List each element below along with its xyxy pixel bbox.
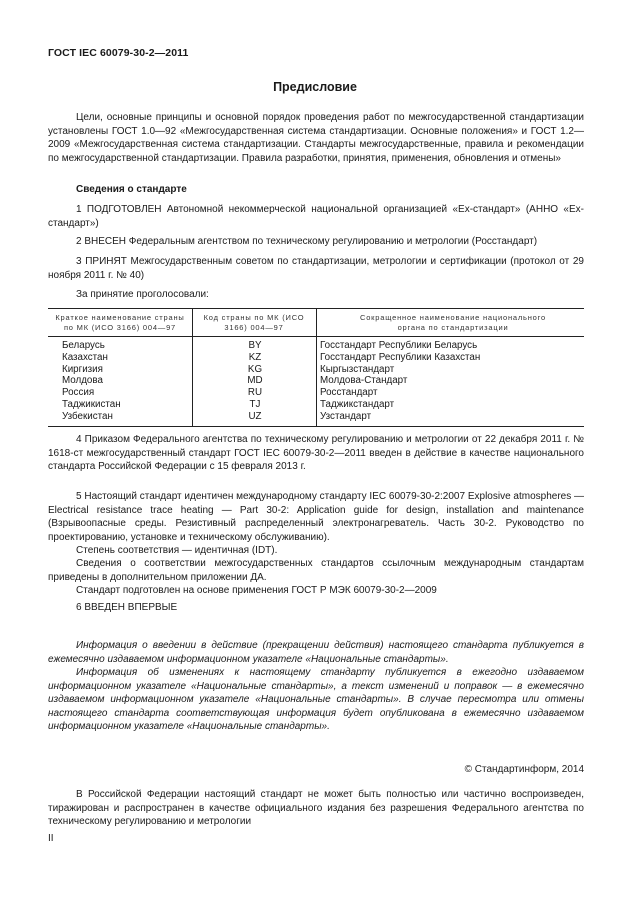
notice-introduction: Информация о введении в действие (прекращении действия) настоящего стандарта публикуется в ежемесячно издаваемом информационном указателе «Национальные стандарты».: [48, 640, 584, 665]
table-cell-country: Казахстан: [62, 351, 108, 363]
voted-label: За принятие проголосовали:: [76, 289, 209, 300]
table-cell-country: Беларусь: [62, 340, 105, 351]
info-heading: Сведения о стандарте: [76, 184, 187, 195]
item-3-adopted: 3 ПРИНЯТ Межгосударственным советом по стандартизации, метрологии и сертификации (протокол от 29 ноября 2011 г. № 40): [48, 256, 584, 281]
table-cell-country: Россия: [62, 387, 95, 399]
table-cell-code: MD: [247, 375, 263, 387]
copyright: © Стандартинформ, 2014: [464, 764, 584, 775]
table-cell-body: Госстандарт Республики Беларусь: [320, 340, 478, 351]
table-column-divider: [316, 309, 317, 426]
intro-paragraph: Цели, основные принципы и основной порядок проведения работ по межгосударственной стандартизации установлены ГОСТ 1.0—92 «Межгосударственная система стандартизации. Основные положения» и ГОСТ 1.2—2009 «Межгосударственная система стандартизации. Стандарты межгосударственные, правила и рекомендации по межгосударственной стандартизации. Правила разработки, принятия, применения, обновления и отмены»: [48, 112, 584, 164]
table-header-code: Код страны по МК (ИСО 3166) 004—97: [203, 313, 305, 332]
notice-changes: Информация об изменениях к настоящему стандарту публикуется в ежегодно издаваемом информационном указателе «Национальные стандарты», а текст изменений и поправок — в ежемесячно издаваемом информационном указателе «Национальные стандарты». В случае пересмотра или отмены настоящего стандарта соответствующая информация будет опубликована в ежемесячно издаваемом информационном указателе «Национальные стандарты».: [48, 667, 584, 732]
table-header-body: Сокращенное наименование национального органа по стандартизации: [360, 313, 546, 332]
item-6-introduced: 6 ВВЕДЕН ВПЕРВЫЕ: [76, 602, 178, 613]
table-cell-body: Молдова-Стандарт: [320, 375, 408, 387]
table-cell-code: KG: [247, 363, 263, 375]
table-cell-country: Таджикистан: [62, 398, 121, 410]
document-id-header: ГОСТ IEC 60079-30-2—2011: [48, 47, 189, 59]
basis-info: Стандарт подготовлен на основе применения ГОСТ Р МЭК 60079-30-2—2009: [76, 585, 437, 596]
legal-notice: В Российской Федерации настоящий стандарт не может быть полностью или частично воспроизведен, тиражирован и распространен в качестве официального издания без разрешения Федерального агентства по техническому регулированию и метрологии: [48, 789, 584, 827]
table-column-divider: [192, 309, 193, 426]
body-column: [320, 340, 580, 423]
table-cell-code: TJ: [249, 398, 261, 410]
table-cell-body: Узстандарт: [320, 410, 372, 422]
table-cell-country: Киргизия: [62, 363, 103, 375]
table-cell-body: Кыргызстандарт: [320, 363, 395, 375]
table-cell-country: Узбекистан: [62, 410, 113, 422]
item-4-order: 4 Приказом Федерального агентства по техническому регулированию и метрологии от 22 декабря 2011 г. № 1618-ст межгосударственный стандарт ГОСТ IEC 60079-30-2—2011 введен в действие в качестве национального стандарта Российской Федерации с 15 февраля 2013 г.: [48, 434, 584, 472]
voting-table: [48, 308, 584, 427]
table-cell-body: Росстандарт: [320, 387, 378, 399]
table-cell-code: BY: [248, 340, 262, 351]
table-cell-body: Таджикстандарт: [320, 398, 395, 410]
degree-of-conformity: Степень соответствия — идентичная (IDT).: [76, 545, 278, 556]
country-column: [62, 340, 192, 423]
code-column: [198, 340, 312, 423]
table-header-country: Краткое наименование страны по МК (ИСО 3166) 004—97: [55, 313, 185, 332]
page-number: II: [48, 833, 54, 844]
table-cell-body: Госстандарт Республики Казахстан: [320, 351, 481, 363]
item-2-submitted: 2 ВНЕСЕН Федеральным агентством по техническому регулированию и метрологии (Росстандарт): [76, 236, 538, 247]
references-info: Сведения о соответствии межгосударственных стандартов ссылочным международным стандартам приведены в дополнительном приложении ДА.: [48, 558, 584, 583]
table-cell-code: KZ: [248, 351, 262, 363]
table-cell-country: Молдова: [62, 375, 103, 387]
table-cell-code: UZ: [248, 410, 262, 422]
item-5-identical: 5 Настоящий стандарт идентичен международному стандарту IEC 60079-30-2:2007 Explosive atmospheres — Electrical resistance trace heating — Part 30-2: Application guide for design, installation and maintenance (Взрывоопасные среды. Резистивный распределенный электронагреватель. Часть 30-2. Руководство по проектированию, установке и техническому обслуживанию).: [48, 491, 584, 543]
table-cell-code: RU: [247, 387, 263, 399]
page-title: Предисловие: [273, 80, 357, 94]
item-1-prepared: 1 ПОДГОТОВЛЕН Автономной некоммерческой национальной организацией «Ех-стандарт» (АННО «Ех-стандарт»): [48, 204, 584, 229]
